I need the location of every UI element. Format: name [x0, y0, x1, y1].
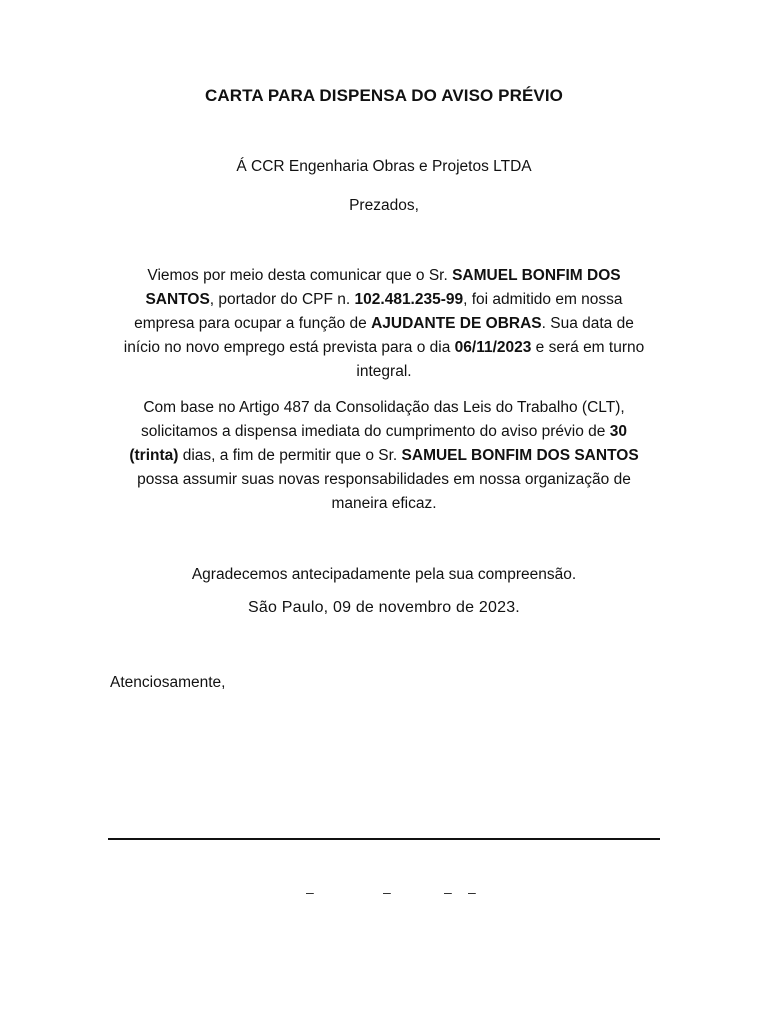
paragraph-text: e será em turno integral. — [356, 339, 645, 380]
paragraph-text: , foi admitido em nossa empresa para ocupar a função de — [134, 291, 623, 332]
paragraph-text: possa assumir suas novas responsabilidades em nossa organização de maneira eficaz. — [137, 471, 631, 512]
paragraph-text: Com base no Artigo 487 da Consolidação das Leis do Trabalho (CLT), solicitamos a dispensa imediata do cumprimento do aviso prévio de — [141, 399, 625, 440]
signature-mark: – — [306, 884, 314, 900]
job-role: AJUDANTE DE OBRAS — [371, 315, 542, 332]
notice-period: 30 (trinta) — [129, 423, 627, 464]
paragraph-text: Viemos por meio desta comunicar que o Sr. — [147, 267, 453, 284]
paragraph-text: . Sua data de início no novo emprego está prevista para o dia — [123, 315, 634, 356]
greeting: Prezados, — [349, 197, 419, 214]
employee-name: SAMUEL BONFIM DOS SANTOS — [401, 447, 639, 464]
signature-mark: – — [444, 884, 452, 900]
start-date: 06/11/2023 — [454, 339, 532, 356]
paragraph-request — [115, 396, 653, 516]
paragraph-admission — [115, 264, 653, 384]
employee-name: SAMUEL BONFIM DOS SANTOS — [145, 267, 621, 308]
cpf-number: 102.481.235-99 — [354, 291, 464, 308]
paragraph-text: , portador do CPF n. — [209, 291, 355, 308]
signature-line — [108, 838, 660, 840]
closing: Atenciosamente, — [110, 674, 226, 691]
addressee: Á CCR Engenharia Obras e Projetos LTDA — [236, 158, 532, 175]
thanks-line: Agradecemos antecipadamente pela sua compreensão. — [191, 566, 577, 583]
signature-mark: – — [383, 884, 391, 900]
letter-title: CARTA PARA DISPENSA DO AVISO PRÉVIO — [204, 86, 564, 105]
paragraph-text: dias, a fim de permitir que o Sr. — [178, 447, 402, 464]
signature-mark: – — [468, 884, 476, 900]
place-date: São Paulo, 09 de novembro de 2023. — [248, 599, 520, 616]
